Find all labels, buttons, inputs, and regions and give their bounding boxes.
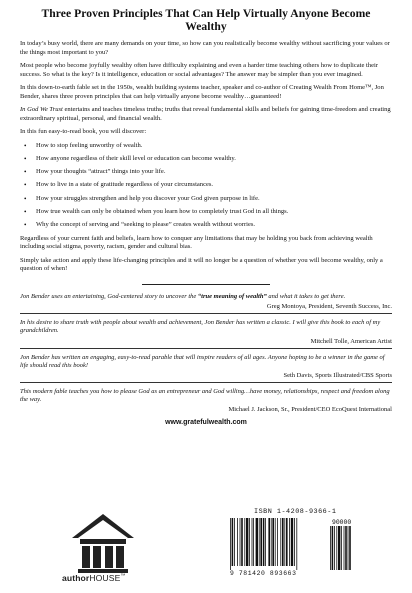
intro-paragraph-4 (20, 106, 392, 123)
quote-text: Jon Bender uses an entertaining, God-centered story to uncover the (20, 292, 198, 300)
back-cover-content (20, 7, 392, 426)
publisher-name-bold: author (62, 573, 90, 583)
quote-text-end: and what it takes to get there. (266, 292, 346, 300)
trademark-mark: ™ (120, 573, 126, 580)
section-divider (142, 284, 270, 285)
list-item: • How to stop feeling unworthy of wealth. (24, 142, 392, 151)
isbn-label: ISBN 1-4208-9366-1 (254, 508, 337, 516)
isbn-barcode (226, 507, 366, 583)
list-item: • How true wealth can only be obtained when you learn how to completely trust God in all things. (24, 208, 392, 217)
endorsement-quote: Jon Bender has written an engaging, easy-to-read parable that will inspire readers of all ages. Anyone hoping to be a winner in the game of life should read this book! (20, 353, 385, 369)
endorsement (20, 354, 392, 379)
list-item: • How your struggles strengthen and help you discover your God given purpose in life. (24, 195, 392, 204)
list-item: • How to live in a state of gratitude regardless of your circumstances. (24, 181, 392, 190)
book-title-inline: In God We Trust (20, 106, 63, 113)
publisher-name-rest: HOUSE (89, 573, 121, 583)
list-item: • How your thoughts “attract” things into your life. (24, 168, 392, 177)
endorsement-rule (20, 313, 392, 314)
closing-paragraph-2: Simply take action and apply these life-changing principles and it will no longer be a question of whether you will become wealthy, only a question of when! (20, 256, 383, 273)
endorsement (20, 293, 392, 310)
barcode-bars (230, 518, 364, 570)
endorsement-attribution: Michael J. Jackson, Sr., President/CEO EcoQuest International (228, 406, 392, 414)
endorsement-rule (20, 348, 392, 349)
closing-paragraph-1: Regardless of your current faith and beliefs, learn how to conquer any limitations that may be holding you back from achieving wealth including social stigma, poverty, racism, gender and cultural bias. (20, 234, 373, 251)
endorsement-quote: This modern fable teaches you how to please God as an entrepreneur and God willing…have money, relationships, respect and freedom along the way. (20, 388, 390, 404)
website-link[interactable]: www.gratefulwealth.com (165, 419, 247, 427)
intro-paragraph-1: In today’s busy world, there are many demands on your time, so how can you realistically become wealthy without sacrificing your values or the things most important to you? (20, 40, 390, 56)
discover-list (24, 142, 392, 230)
list-item: • How anyone regardless of their skill level or education can become wealthy. (24, 155, 392, 164)
intro-paragraph-4-rest: entertains and teaches timeless truths; truths that reveal fundamental skills and beliefs for gaining time-freedom and creating extraordinary spiritual, personal, and financial wealth. (20, 106, 391, 122)
headline: Three Proven Principles That Can Help Virtually Anyone Become Wealthy (41, 7, 371, 33)
publisher-name (62, 573, 126, 583)
addon-digits: 90000 (332, 519, 352, 526)
endorsement (20, 388, 392, 413)
quote-emphasis: “true meaning of wealth” (197, 292, 267, 300)
intro-paragraph-2: Most people who become joyfully wealthy often have difficulty explaining and even a harder time teaching others how to duplicate their success. So what is the key? Is it intelligence, education or social advantages? The answer may be simpler than you ever imagined. (20, 62, 379, 78)
publisher-house-logo-icon (68, 512, 138, 582)
intro-paragraph-3: In this down-to-earth fable set in the 1950s, wealth building systems teacher, speaker and co-author of Creating Wealth From Home™, Jon Bender, shares three proven principles that can help virtually anyone become wealthy…guaranteed! (20, 84, 384, 100)
endorsement-attribution: Seth Davis, Sports Illustrated/CBS Sports (283, 372, 392, 379)
intro-paragraph-5: In this fun easy-to-read book, you will discover: (20, 128, 147, 135)
endorsement-attribution: Greg Montoya, President, Seventh Success, Inc. (266, 303, 392, 311)
endorsement-quote: In his desire to share truth with people about wealth and achievement, Jon Bender has written a classic. I will give this book to each of my grandchildren. (20, 319, 381, 335)
list-item: • Why the concept of serving and “seeking to please” creates wealth without worries. (24, 221, 392, 230)
barcode-digits (230, 570, 297, 577)
ean-digits: 9 781420 893663 (230, 570, 297, 577)
endorsement-attribution: Mitchell Tolle, American Artist (310, 337, 392, 345)
endorsement (20, 319, 392, 344)
endorsement-quote (20, 293, 392, 301)
endorsement-rule (20, 382, 392, 383)
